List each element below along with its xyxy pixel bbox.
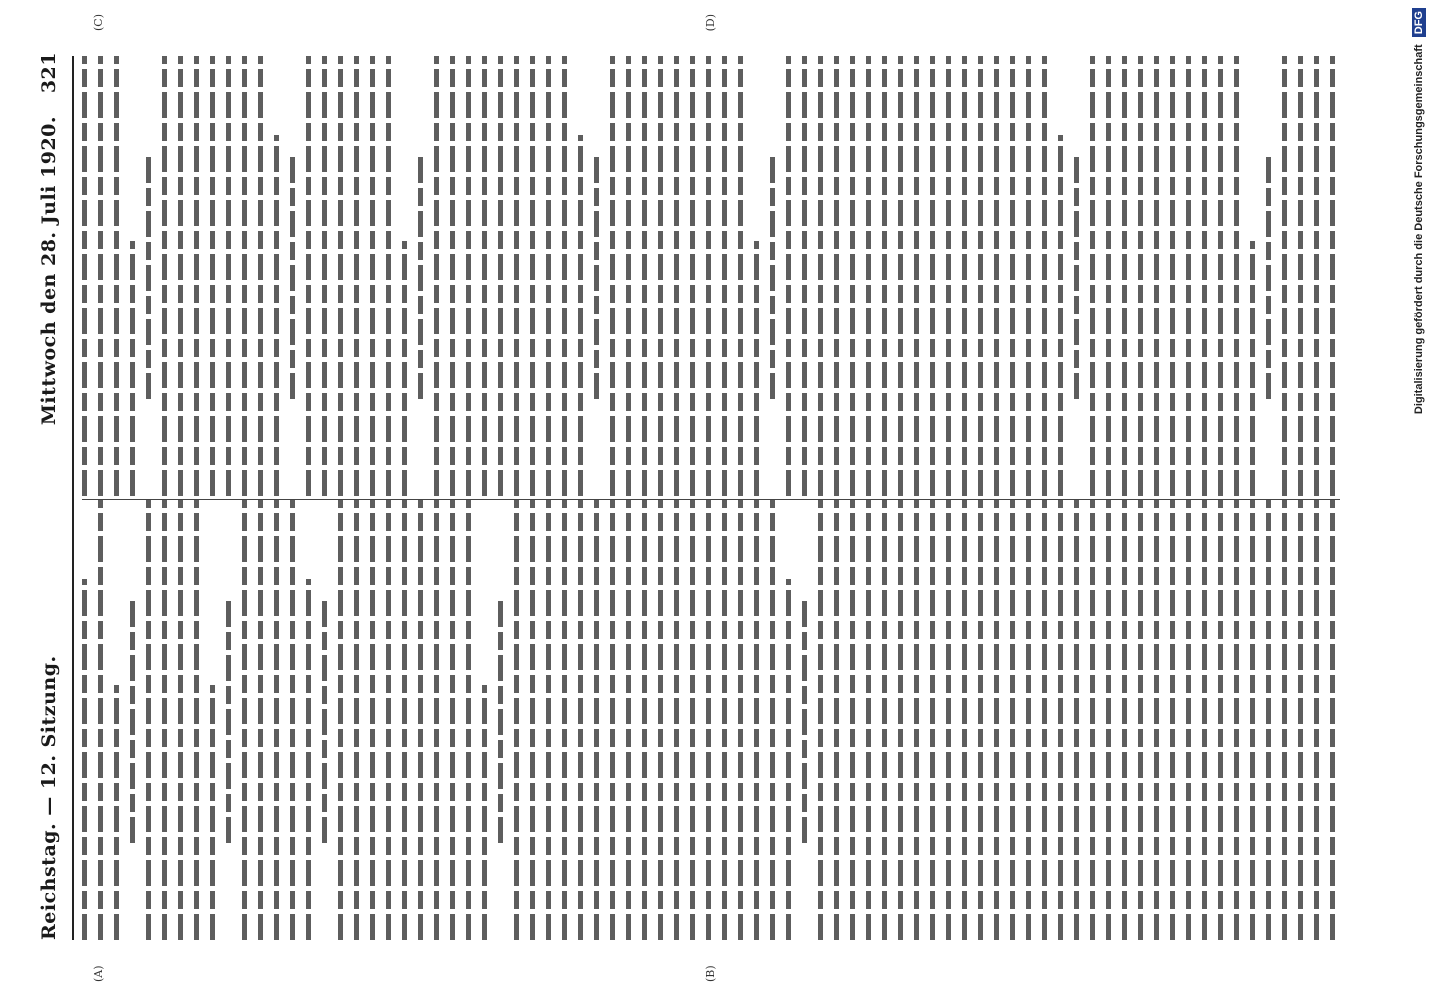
text-line <box>1154 56 1159 496</box>
margin-letter-d: (D) <box>704 14 717 32</box>
text-line <box>418 500 423 940</box>
text-line <box>866 500 871 940</box>
text-line <box>994 500 999 940</box>
text-line <box>114 685 119 940</box>
text-line <box>306 56 311 496</box>
text-line <box>1250 500 1255 940</box>
text-line <box>1202 56 1207 496</box>
text-line <box>914 500 919 940</box>
text-line <box>834 500 839 940</box>
text-line <box>706 500 711 940</box>
text-line <box>450 500 455 940</box>
text-line <box>674 56 679 496</box>
text-line <box>818 500 823 940</box>
margin-letter-b: (B) <box>704 965 717 982</box>
text-line <box>754 500 759 940</box>
text-line <box>1330 56 1335 496</box>
text-line <box>994 56 999 496</box>
text-line <box>882 500 887 940</box>
interjection-line <box>418 153 423 399</box>
text-line <box>914 56 919 496</box>
text-line <box>802 56 807 496</box>
text-line <box>370 56 375 496</box>
text-line <box>930 56 935 496</box>
text-line <box>306 579 311 940</box>
text-column-left <box>82 500 1340 940</box>
interjection-line <box>130 597 135 843</box>
text-line <box>1218 56 1223 496</box>
text-line <box>1282 500 1287 940</box>
text-line <box>1282 56 1287 496</box>
text-line <box>1026 56 1031 496</box>
text-line <box>834 56 839 496</box>
text-line <box>530 56 535 496</box>
interjection-line <box>1074 153 1079 399</box>
running-header <box>38 52 68 940</box>
text-line <box>242 500 247 940</box>
text-line <box>242 56 247 496</box>
text-line <box>978 56 983 496</box>
text-line <box>1122 56 1127 496</box>
text-line <box>178 500 183 940</box>
text-line <box>898 500 903 940</box>
text-line <box>338 500 343 940</box>
text-line <box>578 135 583 496</box>
text-line <box>450 56 455 496</box>
text-line <box>674 500 679 940</box>
interjection-line <box>770 153 775 399</box>
text-line <box>402 500 407 940</box>
text-line <box>978 500 983 940</box>
text-line <box>146 500 151 940</box>
interjection-line <box>498 597 503 843</box>
text-line <box>258 56 263 496</box>
text-line <box>594 500 599 940</box>
text-line <box>898 56 903 496</box>
interjection-line <box>322 597 327 843</box>
text-line <box>690 500 695 940</box>
text-line <box>770 500 775 940</box>
text-line <box>98 500 103 940</box>
page-number: 321 <box>38 52 60 94</box>
text-line <box>866 56 871 496</box>
text-line <box>1250 241 1255 496</box>
text-line <box>1058 135 1063 496</box>
text-line <box>530 500 535 940</box>
text-line <box>946 500 951 940</box>
text-line <box>290 500 295 940</box>
text-line <box>226 56 231 496</box>
text-line <box>1234 56 1239 496</box>
text-line <box>706 56 711 496</box>
header-rule <box>72 56 74 940</box>
interjection-line <box>290 153 295 399</box>
text-line <box>210 56 215 496</box>
text-line <box>514 500 519 940</box>
text-line <box>1074 500 1079 940</box>
interjection-line <box>146 153 151 399</box>
interjection-line <box>802 597 807 843</box>
text-line <box>322 56 327 496</box>
text-line <box>370 500 375 940</box>
text-line <box>738 56 743 496</box>
text-line <box>1330 500 1335 940</box>
text-line <box>722 56 727 496</box>
text-line <box>274 135 279 496</box>
text-line <box>690 56 695 496</box>
interjection-line <box>594 153 599 399</box>
text-line <box>130 241 135 496</box>
text-line <box>194 56 199 496</box>
text-line <box>738 500 743 940</box>
margin-letter-c: (C) <box>92 14 105 31</box>
text-line <box>658 56 663 496</box>
text-line <box>162 56 167 496</box>
text-line <box>610 500 615 940</box>
text-line <box>466 500 471 940</box>
text-line <box>578 500 583 940</box>
text-line <box>850 500 855 940</box>
digitization-credit <box>1406 8 1432 992</box>
text-line <box>1042 500 1047 940</box>
text-line <box>626 56 631 496</box>
text-line <box>402 241 407 496</box>
text-line <box>1218 500 1223 940</box>
text-line <box>514 56 519 496</box>
credit-text: Digitalisierung gefördert durch die Deutsche Forschungsgemeinschaft <box>1413 44 1425 415</box>
text-line <box>274 500 279 940</box>
text-line <box>1106 56 1111 496</box>
text-line <box>1234 500 1239 940</box>
text-line <box>1186 56 1191 496</box>
text-line <box>1090 500 1095 940</box>
text-line <box>1010 500 1015 940</box>
text-line <box>210 685 215 940</box>
text-line <box>786 56 791 496</box>
text-line <box>162 500 167 940</box>
header-date: Mittwoch den 28. Juli 1920. <box>38 116 60 426</box>
text-line <box>498 56 503 496</box>
text-line <box>642 56 647 496</box>
text-line <box>962 500 967 940</box>
text-line <box>1298 500 1303 940</box>
text-line <box>882 56 887 496</box>
text-line <box>610 56 615 496</box>
header-session-title: Reichstag. — 12. Sitzung. <box>38 655 60 940</box>
text-line <box>434 500 439 940</box>
text-line <box>626 500 631 940</box>
text-line <box>1298 56 1303 496</box>
text-line <box>642 500 647 940</box>
text-line <box>354 500 359 940</box>
text-line <box>1314 500 1319 940</box>
text-line <box>386 500 391 940</box>
text-line <box>258 500 263 940</box>
text-line <box>482 685 487 940</box>
text-line <box>1202 500 1207 940</box>
text-line <box>482 56 487 496</box>
text-line <box>386 56 391 496</box>
text-line <box>1138 500 1143 940</box>
text-line <box>1314 56 1319 496</box>
text-line <box>754 241 759 496</box>
text-line <box>1058 500 1063 940</box>
text-line <box>1154 500 1159 940</box>
text-line <box>786 579 791 940</box>
text-line <box>1106 500 1111 940</box>
text-line <box>1042 56 1047 496</box>
text-line <box>546 500 551 940</box>
text-line <box>466 56 471 496</box>
text-line <box>82 56 87 496</box>
dfg-logo: DFG <box>1412 8 1426 37</box>
text-line <box>1026 500 1031 940</box>
text-line <box>1170 500 1175 940</box>
text-line <box>178 56 183 496</box>
text-line <box>658 500 663 940</box>
text-line <box>946 56 951 496</box>
text-line <box>562 500 567 940</box>
column-separator <box>82 499 1340 500</box>
text-line <box>1186 500 1191 940</box>
text-line <box>562 56 567 496</box>
text-line <box>850 56 855 496</box>
text-line <box>1122 500 1127 940</box>
text-line <box>1266 500 1271 940</box>
text-line <box>82 579 87 940</box>
text-line <box>930 500 935 940</box>
text-line <box>722 500 727 940</box>
text-line <box>1090 56 1095 496</box>
interjection-line <box>226 597 231 843</box>
text-line <box>1010 56 1015 496</box>
text-line <box>546 56 551 496</box>
text-line <box>962 56 967 496</box>
text-line <box>1138 56 1143 496</box>
text-column-right <box>82 56 1340 496</box>
text-line <box>434 56 439 496</box>
text-line <box>98 56 103 496</box>
text-line <box>338 56 343 496</box>
credit-text-wrapper <box>1406 8 1432 992</box>
interjection-line <box>1266 153 1271 399</box>
text-line <box>194 500 199 940</box>
text-line <box>818 56 823 496</box>
text-line <box>354 56 359 496</box>
text-line <box>1170 56 1175 496</box>
text-line <box>114 56 119 496</box>
margin-letter-a: (A) <box>92 965 105 982</box>
